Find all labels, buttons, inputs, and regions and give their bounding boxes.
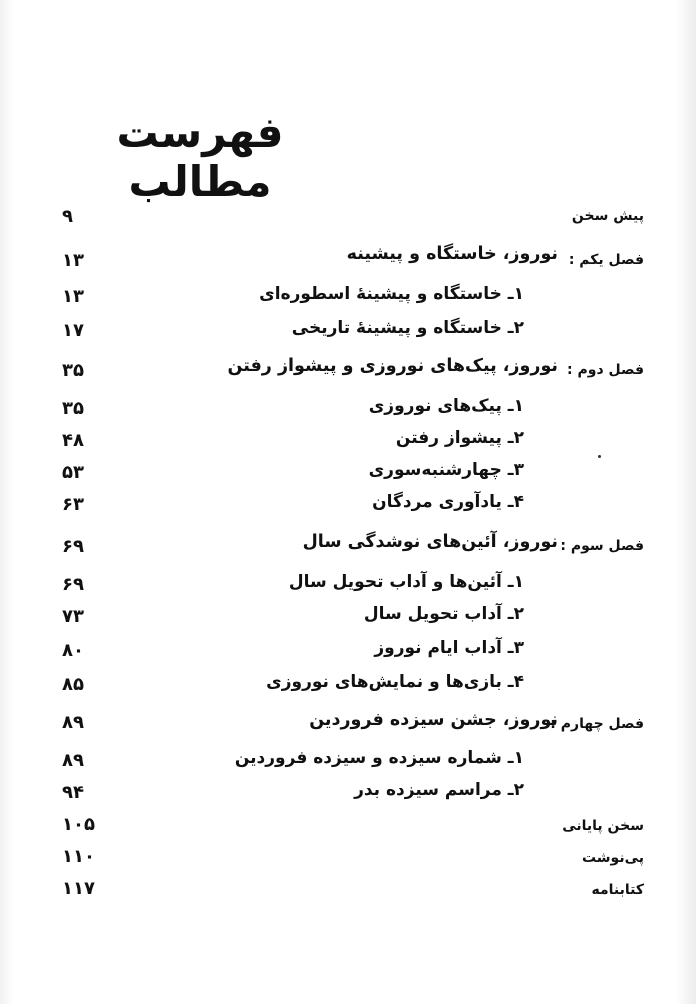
chapter-label: فصل یکم : xyxy=(568,252,644,268)
toc-row-notes xyxy=(0,842,696,872)
page-number: ۱۱۰ xyxy=(62,846,95,867)
subsection-title: ۲ـ خاستگاه و پیشینهٔ تاریخی xyxy=(291,318,524,338)
toc-row-bibliography xyxy=(0,874,696,904)
page-number: ۳۵ xyxy=(62,398,84,419)
toc-row-preface xyxy=(0,202,696,232)
toc-row-subsection xyxy=(0,426,696,456)
toc-row-subsection xyxy=(0,746,696,776)
toc-row-subsection xyxy=(0,282,696,312)
toc-row-subsection xyxy=(0,778,696,808)
toc-row-subsection xyxy=(0,602,696,632)
chapter-label: فصل چهارم : xyxy=(550,716,644,732)
section-label: پیش سخن xyxy=(571,208,644,224)
subsection-title: ۲ـ مراسم سیزده بدر xyxy=(354,780,524,800)
page-number: ۶۹ xyxy=(62,536,84,557)
subsection-title: ۴ـ بازی‌ها و نمایش‌های نوروزی xyxy=(266,672,524,692)
subsection-title: ۱ـ آئین‌ها و آداب تحویل سال xyxy=(288,572,524,592)
page-number: ۳۵ xyxy=(62,360,84,381)
toc-row-subsection xyxy=(0,394,696,424)
chapter-title: نوروز، پیک‌های نوروزی و پیشواز رفتن xyxy=(227,356,558,376)
subsection-title: ۳ـ چهارشنبه‌سوری xyxy=(368,460,524,480)
subsection-title: ۱ـ خاستگاه و پیشینهٔ اسطوره‌ای xyxy=(259,284,524,304)
toc-row-chapter-3 xyxy=(0,530,696,560)
toc-row-subsection xyxy=(0,316,696,346)
toc-row-subsection xyxy=(0,670,696,700)
toc-row-subsection xyxy=(0,458,696,488)
subsection-title: ۱ـ پیک‌های نوروزی xyxy=(368,396,524,416)
chapter-title: نوروز، خاستگاه و پیشینه xyxy=(346,244,558,264)
subsection-title: ۲ـ پیشواز رفتن xyxy=(395,428,524,448)
page-number: ۶۳ xyxy=(62,494,84,515)
toc-row-chapter-4 xyxy=(0,708,696,738)
page-number: ۹ xyxy=(62,206,73,227)
toc-row-subsection xyxy=(0,636,696,666)
subsection-title: ۴ـ یادآوری مردگان xyxy=(372,492,524,512)
toc-row-epilogue xyxy=(0,810,696,840)
toc-row-subsection xyxy=(0,490,696,520)
subsection-title: ۱ـ شماره سیزده و سیزده فروردین xyxy=(234,748,524,768)
ink-speck xyxy=(598,455,601,458)
chapter-label: فصل دوم : xyxy=(567,362,644,378)
page-number: ۴۸ xyxy=(62,430,84,451)
page-number: ۵۳ xyxy=(62,462,84,483)
page-number: ۸۹ xyxy=(62,750,84,771)
chapter-title: نوروز، آئین‌های نوشدگی سال xyxy=(302,532,558,552)
section-label: پی‌نوشت xyxy=(581,850,644,866)
chapter-title: نوروز، جشن سیزده فروردین xyxy=(309,710,558,730)
section-label: سخن پایانی xyxy=(562,818,644,834)
page-number: ۶۹ xyxy=(62,574,84,595)
chapter-label: فصل سوم : xyxy=(560,538,644,554)
page-number: ۸۹ xyxy=(62,712,84,733)
toc-row-subsection xyxy=(0,570,696,600)
toc-row-chapter-1 xyxy=(0,244,696,274)
page-number: ۱۰۵ xyxy=(62,814,95,835)
page-number: ۹۴ xyxy=(62,782,84,803)
page-number: ۱۱۷ xyxy=(62,878,95,899)
toc-row-chapter-2 xyxy=(0,354,696,384)
page-number: ۷۳ xyxy=(62,606,84,627)
page-number: ۱۳ xyxy=(62,250,84,271)
subsection-title: ۳ـ آداب ایام نوروز xyxy=(374,638,524,658)
page-number: ۸۵ xyxy=(62,674,84,695)
page-number: ۱۷ xyxy=(62,320,84,341)
page-number: ۸۰ xyxy=(62,640,84,661)
page-title: فهرست مطالب xyxy=(116,108,284,206)
page-number: ۱۳ xyxy=(62,286,84,307)
subsection-title: ۲ـ آداب تحویل سال xyxy=(363,604,524,624)
section-label: کتابنامه xyxy=(591,882,644,898)
